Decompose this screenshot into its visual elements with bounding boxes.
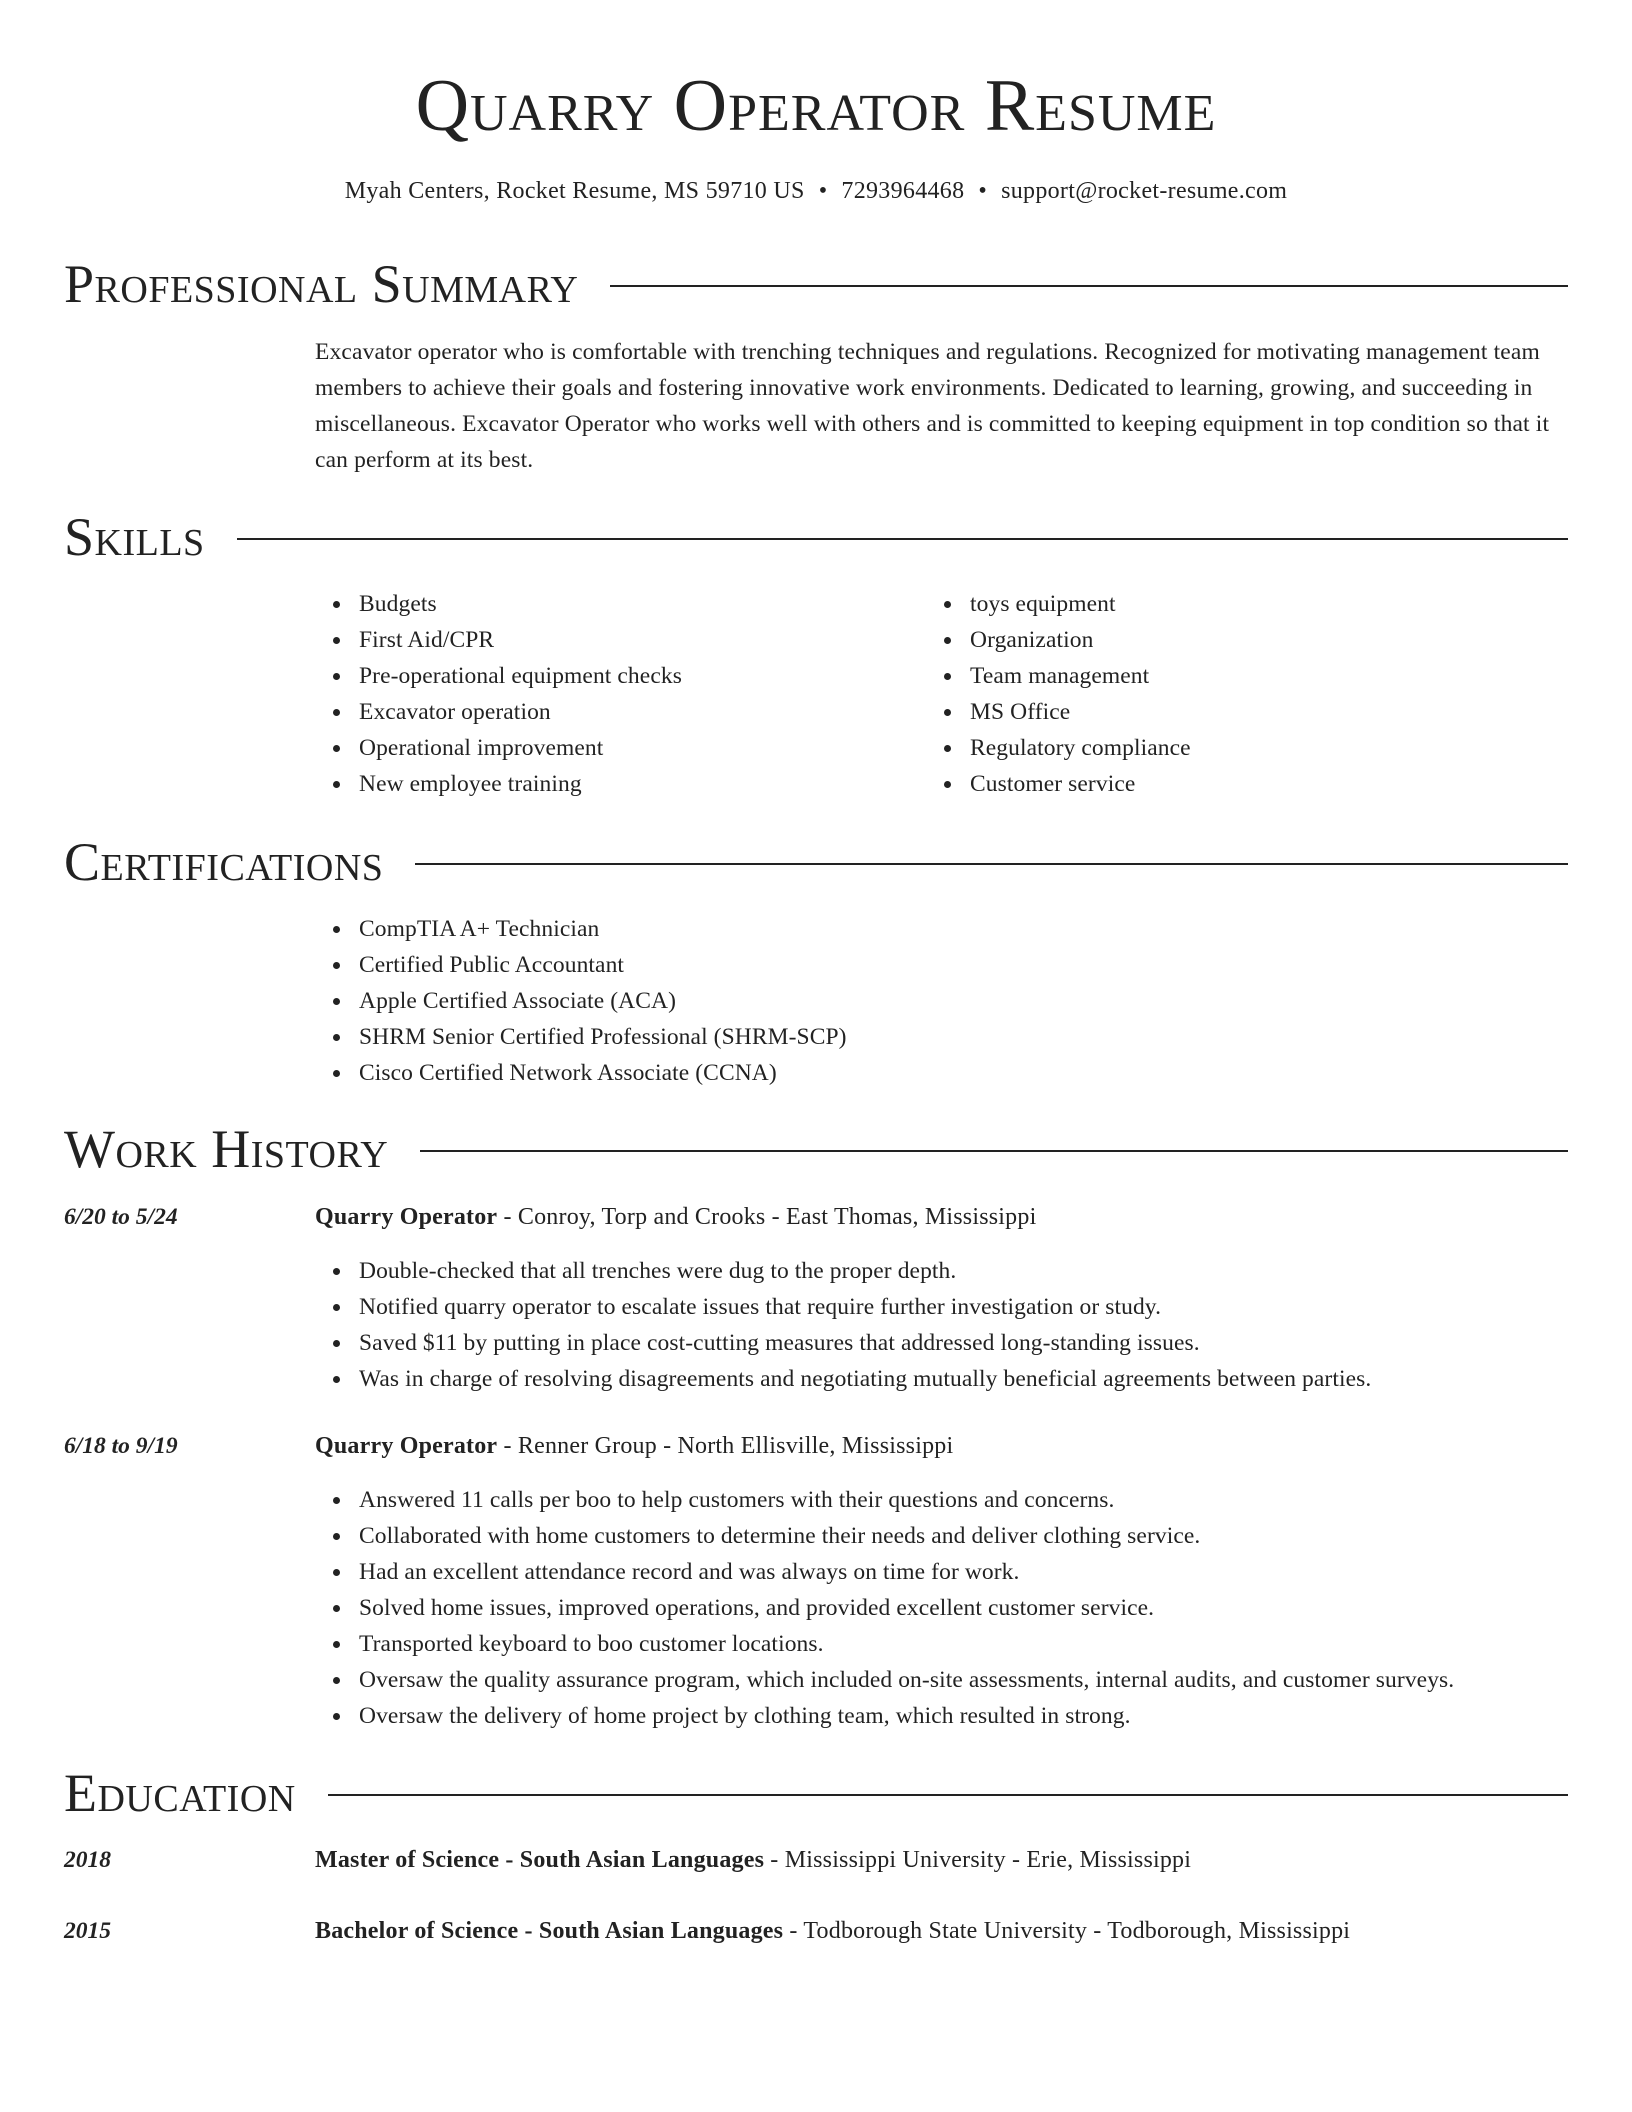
education-school: - Todborough State University - Todborough, Mississippi (783, 1918, 1351, 1944)
section-title: Skills (64, 507, 205, 567)
skill-item: First Aid/CPR (315, 622, 915, 658)
skill-item: MS Office (926, 694, 1526, 730)
contact-line (64, 174, 1568, 208)
summary-paragraph: Excavator operator who is comfortable with trenching techniques and regulations. Recognized for motivating management team members to achieve their goals and fostering innovative work environments. Dedicated to learning, growing, and succeeding in miscellaneous. Excavator Operator who works well with others and is committed to keeping equipment in top condition so that it can perform at its best. (315, 339, 1550, 473)
job-duties-list (315, 1253, 1568, 1397)
certifications-list (315, 911, 1568, 1091)
contact-email: support@rocket-resume.com (1001, 178, 1288, 204)
job-duty-item: Collaborated with home customers to determine their needs and deliver clothing service. (315, 1518, 1568, 1554)
job-employer: - Renner Group - North Ellisville, Mississippi (497, 1433, 954, 1459)
education-school: - Mississippi University - Erie, Mississippi (764, 1847, 1192, 1873)
contact-address: Myah Centers, Rocket Resume, MS 59710 US (344, 178, 805, 204)
skill-item: toys equipment (926, 586, 1526, 622)
skill-item: New employee training (315, 766, 915, 802)
section-divider (237, 538, 1568, 540)
contact-separator: • (978, 178, 988, 204)
skill-item: Excavator operation (315, 694, 915, 730)
job-title: Quarry Operator (315, 1433, 498, 1459)
job-duty-item: Answered 11 calls per boo to help customers with their questions and concerns. (315, 1482, 1568, 1518)
job-duties (315, 1253, 1568, 1397)
skill-item: Budgets (315, 586, 915, 622)
section-divider (328, 1794, 1568, 1796)
education-degree: Master of Science - South Asian Languages (315, 1847, 765, 1873)
job-duty-item: Transported keyboard to boo customer locations. (315, 1626, 1568, 1662)
contact-separator: • (818, 178, 828, 204)
section-divider (420, 1150, 1568, 1152)
certification-item: CompTIA A+ Technician (315, 911, 1568, 947)
section-skills-header (64, 505, 1568, 569)
section-title: Work History (64, 1119, 389, 1179)
section-title: Education (64, 1763, 296, 1823)
job-duty-item: Saved $11 by putting in place cost-cutting measures that addressed long-standing issues. (315, 1325, 1568, 1361)
skills-list (926, 586, 1526, 802)
certification-item: SHRM Senior Certified Professional (SHRM-SCP) (315, 1019, 1568, 1055)
job-duty-item: Oversaw the quality assurance program, which included on-site assessments, internal audits, and customer surveys. (315, 1662, 1568, 1698)
skill-item: Team management (926, 658, 1526, 694)
skills-list (315, 586, 915, 802)
section-title: Professional Summary (64, 254, 579, 314)
certifications-block (315, 911, 1568, 1091)
section-work-header (64, 1117, 1568, 1181)
job-duties (315, 1482, 1568, 1734)
education-heading (315, 1913, 1350, 1949)
section-certifications-header (64, 830, 1568, 894)
job-title: Quarry Operator (315, 1204, 498, 1230)
skill-item: Operational improvement (315, 730, 915, 766)
skills-column-left (315, 586, 915, 802)
certification-item: Apple Certified Associate (ACA) (315, 983, 1568, 1019)
contact-phone: 7293964468 (841, 178, 965, 204)
job-heading (315, 1199, 1036, 1235)
job-duty-item: Was in charge of resolving disagreements and negotiating mutually beneficial agreements between parties. (315, 1361, 1568, 1397)
skill-item: Pre-operational equipment checks (315, 658, 915, 694)
skill-item: Regulatory compliance (926, 730, 1526, 766)
resume-title: Quarry Operator Resume (415, 65, 1217, 147)
section-summary-header (64, 252, 1568, 316)
job-dates: 6/18 to 9/19 (64, 1433, 178, 1459)
education-year: 2015 (64, 1918, 111, 1944)
job-duties-list (315, 1482, 1568, 1734)
skill-item: Customer service (926, 766, 1526, 802)
job-heading (315, 1428, 953, 1464)
certification-item: Certified Public Accountant (315, 947, 1568, 983)
job-duty-item: Notified quarry operator to escalate issues that require further investigation or study. (315, 1289, 1568, 1325)
job-employer: - Conroy, Torp and Crooks - East Thomas, Mississippi (497, 1204, 1037, 1230)
skills-column-right (926, 586, 1526, 802)
job-duty-item: Oversaw the delivery of home project by clothing team, which resulted in strong. (315, 1698, 1568, 1734)
certification-item: Cisco Certified Network Associate (CCNA) (315, 1055, 1568, 1091)
job-duty-item: Had an excellent attendance record and was always on time for work. (315, 1554, 1568, 1590)
skill-item: Organization (926, 622, 1526, 658)
education-heading (315, 1842, 1191, 1878)
education-year: 2018 (64, 1847, 111, 1873)
job-duty-item: Double-checked that all trenches were dug to the proper depth. (315, 1253, 1568, 1289)
section-education-header (64, 1761, 1568, 1825)
section-divider (415, 863, 1568, 865)
education-degree: Bachelor of Science - South Asian Languages (315, 1918, 784, 1944)
section-title: Certifications (64, 832, 384, 892)
job-duty-item: Solved home issues, improved operations, and provided excellent customer service. (315, 1590, 1568, 1626)
job-dates: 6/20 to 5/24 (64, 1204, 178, 1230)
section-divider (610, 285, 1568, 287)
